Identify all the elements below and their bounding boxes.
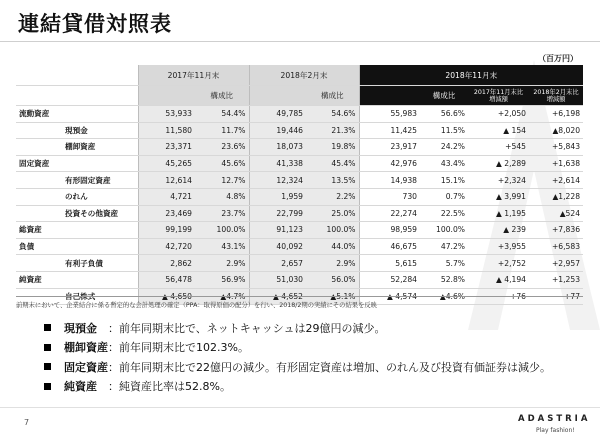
row-category-label (16, 122, 62, 139)
cell-2018-02-amount: 12,324 (249, 172, 306, 189)
summary-separator: ： (108, 360, 119, 374)
cell-change-vs-2018-02: +77 (529, 288, 583, 305)
cell-2018-11-amount: 730 (359, 188, 420, 205)
cell-change-vs-2017-11: +2,050 (468, 106, 529, 123)
header-period-2018-02: 2018年2月末 (249, 65, 359, 86)
cell-2017-11-ratio: 56.9% (195, 271, 249, 288)
subheader-amount-c (359, 86, 420, 106)
cell-change-vs-2017-11: ▲ 3,991 (468, 188, 529, 205)
row-subitem-label: のれん (62, 188, 138, 205)
cell-change-vs-2018-02: +2,957 (529, 255, 583, 272)
cell-change-vs-2018-02: +7,836 (529, 222, 583, 239)
table-row (16, 188, 583, 205)
subheader-blank (16, 86, 138, 106)
cell-change-vs-2018-02: +1,253 (529, 271, 583, 288)
cell-2018-02-ratio: 13.5% (306, 172, 359, 189)
cell-2018-11-amount: 55,983 (359, 106, 420, 123)
summary-keyword: 純資産 (64, 380, 97, 394)
summary-separator: ： (97, 380, 119, 394)
cell-2018-11-amount: ▲ 4,574 (359, 288, 420, 305)
cell-change-vs-2018-02: ▲1,228 (529, 188, 583, 205)
cell-2017-11-amount: 45,265 (138, 155, 195, 172)
cell-change-vs-2018-02: +1,638 (529, 155, 583, 172)
row-category-label: 総資産 (16, 222, 62, 239)
cell-2018-11-amount: 14,938 (359, 172, 420, 189)
cell-2018-02-amount: 19,446 (249, 122, 306, 139)
cell-change-vs-2018-02: +5,843 (529, 139, 583, 156)
row-subitem-label: 有利子負債 (62, 255, 138, 272)
cell-2018-11-ratio: 100.0% (420, 222, 468, 239)
summary-text: 前年同期末比で102.3%。 (119, 341, 249, 355)
cell-2018-02-amount: 22,799 (249, 205, 306, 222)
row-subitem-label (62, 106, 138, 123)
row-subitem-label: 棚卸資産 (62, 139, 138, 156)
table-header-row (16, 65, 583, 86)
row-subitem-label: 投資その他資産 (62, 205, 138, 222)
cell-2018-02-ratio: 54.6% (306, 106, 359, 123)
table-row (16, 155, 583, 172)
row-subitem-label: 現預金 (62, 122, 138, 139)
cell-change-vs-2018-02: +6,583 (529, 238, 583, 255)
table-row (16, 205, 583, 222)
cell-change-vs-2018-02: ▲8,020 (529, 122, 583, 139)
cell-2018-02-amount: 2,657 (249, 255, 306, 272)
cell-2017-11-ratio: 11.7% (195, 122, 249, 139)
cell-2018-11-amount: 42,976 (359, 155, 420, 172)
header-period-2017-11: 2017年11月末 (138, 65, 249, 86)
cell-2018-11-ratio: 47.2% (420, 238, 468, 255)
table-row (16, 122, 583, 139)
cell-2018-11-amount: 22,274 (359, 205, 420, 222)
row-subitem-label: 自己株式 (62, 288, 138, 305)
cell-2018-02-amount: 40,092 (249, 238, 306, 255)
table-row (16, 139, 583, 156)
cell-2017-11-amount: 12,614 (138, 172, 195, 189)
table-row (16, 238, 583, 255)
cell-2018-11-ratio: 5.7% (420, 255, 468, 272)
cell-2018-11-ratio: 15.1% (420, 172, 468, 189)
cell-change-vs-2017-11: +2,324 (468, 172, 529, 189)
cell-2018-02-amount: ▲ 4,652 (249, 288, 306, 305)
summary-item-inventory (44, 338, 551, 358)
cell-2018-02-ratio: 44.0% (306, 238, 359, 255)
row-subitem-label (62, 271, 138, 288)
cell-2018-11-ratio: 0.7% (420, 188, 468, 205)
cell-2018-02-ratio: ▲5.1% (306, 288, 359, 305)
cell-2018-02-ratio: 25.0% (306, 205, 359, 222)
cell-2018-02-ratio: 2.9% (306, 255, 359, 272)
bullet-square-icon (44, 344, 51, 351)
summary-keyword: 棚卸資産 (64, 341, 108, 355)
summary-list (44, 318, 551, 396)
table-subheader-row (16, 86, 583, 106)
subheader-change-vs-2018-02: 2018年2月末比 増減額 (529, 86, 583, 106)
cell-2017-11-amount: 23,371 (138, 139, 195, 156)
table-row (16, 106, 583, 123)
summary-text: 純資産比率は52.8%。 (119, 380, 231, 394)
cell-2018-11-amount: 5,615 (359, 255, 420, 272)
cell-2018-02-ratio: 21.3% (306, 122, 359, 139)
summary-separator: ： (97, 321, 119, 335)
cell-2017-11-ratio: ▲4.7% (195, 288, 249, 305)
table-row (16, 172, 583, 189)
cell-2017-11-ratio: 54.4% (195, 106, 249, 123)
row-subitem-label (62, 222, 138, 239)
cell-2017-11-amount: 56,478 (138, 271, 195, 288)
cell-2018-02-ratio: 19.8% (306, 139, 359, 156)
row-subitem-label: 有形固定資産 (62, 172, 138, 189)
subheader-amount-a (138, 86, 195, 106)
subheader-ratio-a: 構成比 (195, 86, 249, 106)
summary-separator: ： (108, 341, 119, 355)
cell-2018-02-amount: 49,785 (249, 106, 306, 123)
row-subitem-label (62, 155, 138, 172)
bullet-square-icon (44, 383, 51, 390)
row-category-label (16, 172, 62, 189)
cell-2017-11-ratio: 23.7% (195, 205, 249, 222)
cell-2018-11-amount: 98,959 (359, 222, 420, 239)
cell-change-vs-2017-11: ▲ 2,289 (468, 155, 529, 172)
cell-2018-11-ratio: 43.4% (420, 155, 468, 172)
cell-change-vs-2017-11: +2,752 (468, 255, 529, 272)
bullet-square-icon (44, 324, 51, 331)
cell-2017-11-amount: 53,933 (138, 106, 195, 123)
cell-change-vs-2018-02: +2,614 (529, 172, 583, 189)
cell-2017-11-ratio: 100.0% (195, 222, 249, 239)
brand-logo-text: ADASTRIA (518, 414, 591, 424)
cell-2017-11-amount: 23,469 (138, 205, 195, 222)
cell-2018-02-amount: 1,959 (249, 188, 306, 205)
cell-2018-02-amount: 91,123 (249, 222, 306, 239)
unit-label: （百万円） (538, 54, 578, 63)
cell-2018-02-ratio: 2.2% (306, 188, 359, 205)
row-category-label (16, 188, 62, 205)
table-row (16, 222, 583, 239)
row-category-label: 純資産 (16, 271, 62, 288)
summary-text: 前年同期末比で、ネットキャッシュは29億円の減少。 (119, 321, 386, 335)
cell-change-vs-2018-02: +6,198 (529, 106, 583, 123)
summary-item-cash (44, 318, 551, 338)
cell-2017-11-ratio: 2.9% (195, 255, 249, 272)
row-subitem-label (62, 238, 138, 255)
page-title: 連結貸借対照表 (18, 12, 172, 36)
cell-2018-11-ratio: 52.8% (420, 271, 468, 288)
cell-2018-11-amount: 11,425 (359, 122, 420, 139)
cell-change-vs-2017-11: ▲ 239 (468, 222, 529, 239)
cell-2018-11-ratio: 22.5% (420, 205, 468, 222)
subheader-ratio-b: 構成比 (306, 86, 359, 106)
cell-2017-11-ratio: 43.1% (195, 238, 249, 255)
cell-2017-11-amount: ▲ 4,650 (138, 288, 195, 305)
cell-change-vs-2017-11: +76 (468, 288, 529, 305)
cell-change-vs-2018-02: ▲524 (529, 205, 583, 222)
table-row (16, 255, 583, 272)
cell-2017-11-amount: 11,580 (138, 122, 195, 139)
summary-item-fixed-assets (44, 357, 551, 377)
cell-2017-11-ratio: 4.8% (195, 188, 249, 205)
row-category-label (16, 255, 62, 272)
cell-2018-02-amount: 18,073 (249, 139, 306, 156)
cell-2018-02-amount: 41,338 (249, 155, 306, 172)
cell-2018-02-ratio: 100.0% (306, 222, 359, 239)
row-category-label (16, 139, 62, 156)
cell-2017-11-amount: 99,199 (138, 222, 195, 239)
balance-sheet-table (16, 65, 583, 305)
summary-keyword: 現預金 (64, 321, 97, 335)
cell-2018-11-ratio: 56.6% (420, 106, 468, 123)
row-category-label: 固定資産 (16, 155, 62, 172)
subheader-ratio-c: 構成比 (420, 86, 468, 106)
cell-2018-02-ratio: 45.4% (306, 155, 359, 172)
brand-tagline: Play fashion! (536, 427, 575, 434)
bullet-square-icon (44, 363, 51, 370)
summary-keyword: 固定資産 (64, 360, 108, 374)
cell-2018-11-amount: 52,284 (359, 271, 420, 288)
subheader-amount-b (249, 86, 306, 106)
header-period-2018-11: 2018年11月末 (359, 65, 583, 86)
summary-text: 前年同期末比で22億円の減少。有形固定資産は増加、のれん及び投資有価証券は減少。 (119, 360, 551, 374)
table-row (16, 271, 583, 288)
cell-2018-11-ratio: 24.2% (420, 139, 468, 156)
cell-2017-11-ratio: 12.7% (195, 172, 249, 189)
cell-2018-02-amount: 51,030 (249, 271, 306, 288)
cell-2018-11-amount: 46,675 (359, 238, 420, 255)
row-category-label: 流動資産 (16, 106, 62, 123)
cell-2017-11-ratio: 45.6% (195, 155, 249, 172)
cell-2017-11-amount: 2,862 (138, 255, 195, 272)
subheader-change-vs-2017-11: 2017年11月末比 増減額 (468, 86, 529, 106)
cell-change-vs-2017-11: ▲ 1,195 (468, 205, 529, 222)
cell-change-vs-2017-11: +545 (468, 139, 529, 156)
cell-2017-11-ratio: 23.6% (195, 139, 249, 156)
summary-item-net-assets (44, 377, 551, 397)
cell-2018-02-ratio: 56.0% (306, 271, 359, 288)
cell-2017-11-amount: 42,720 (138, 238, 195, 255)
title-divider (0, 41, 600, 42)
footer-divider (0, 407, 600, 408)
header-blank (16, 65, 138, 86)
table-footnote: 前期末において、企業結合に係る暫定的な会計処理の確定（PPA：取得原価の配分）を行い、2018/2期の実績にその結果を反映 (16, 296, 583, 309)
page-number: 7 (24, 418, 30, 427)
cell-change-vs-2017-11: ▲ 154 (468, 122, 529, 139)
cell-2018-11-amount: 23,917 (359, 139, 420, 156)
cell-2018-11-ratio: ▲4.6% (420, 288, 468, 305)
cell-change-vs-2017-11: +3,955 (468, 238, 529, 255)
cell-2018-11-ratio: 11.5% (420, 122, 468, 139)
cell-change-vs-2017-11: ▲ 4,194 (468, 271, 529, 288)
row-category-label: 負債 (16, 238, 62, 255)
row-category-label (16, 205, 62, 222)
cell-2017-11-amount: 4,721 (138, 188, 195, 205)
